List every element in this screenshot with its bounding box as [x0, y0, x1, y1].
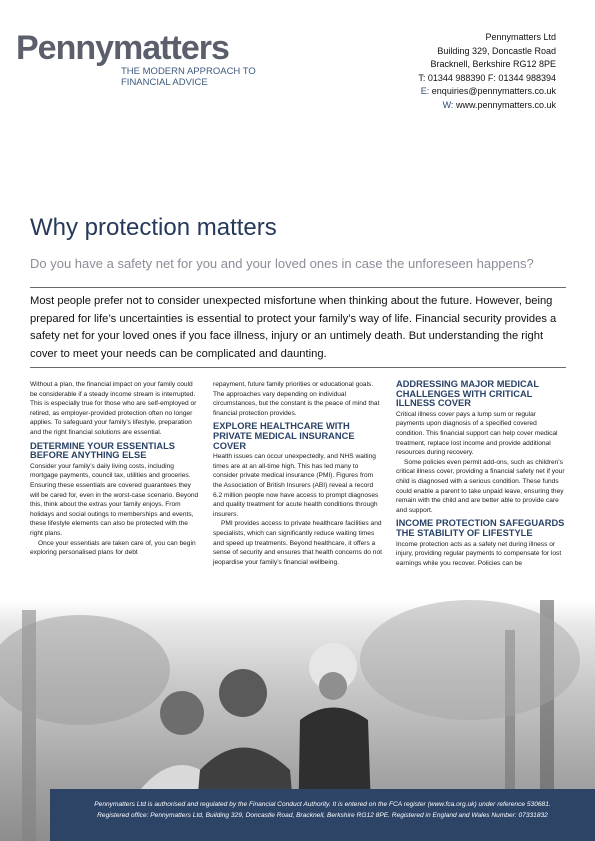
- divider-bottom: [30, 367, 566, 368]
- intro-paragraph: Most people prefer not to consider unexpected misfortune when thinking about the future. However, being prepared for life’s uncertainties is essential to protect your family’s way of life. Financial security provides a safety net for your loved ones if you face illness, injury or an untimely death. But understanding the right cover to meet your needs can be complicated and daunting.: [30, 295, 557, 360]
- web-label: W:: [442, 99, 454, 110]
- logo-tagline-line-2: FINANCIAL ADVICE: [121, 77, 208, 88]
- footer-line-2: Registered office: Pennymatters Ltd, Building 329, Doncastle Road, Bracknell, Berkshire RG12 8PE. Registered in England and Wales Number: 07331832: [97, 812, 548, 819]
- web-link[interactable]: www.pennymatters.co.uk: [455, 99, 556, 110]
- mother-head: [160, 691, 204, 735]
- email-label: E:: [420, 86, 430, 96]
- child-face: [319, 672, 347, 700]
- column-2-paragraph-2: Health issues can occur unexpectedly, and NHS waiting times are at an all-time high. This has led many to consider private medical insurance (PMI). Figures from the Association of British Insurers (ABI) reveal a record 6.2 million people now have access to prompt diagnoses and quality treatment for acute health conditions through insurers.: [213, 453, 379, 518]
- phone-numbers: T: 01344 988390 F: 01344 988394: [418, 72, 556, 83]
- column-2-paragraph-1: repayment, future family priorities or educational goals. The approaches vary depending on individual circumstances, but the constant is the peace of mind that financial protection provides.: [213, 381, 380, 417]
- logo-wordmark: Pennymatters: [16, 29, 229, 67]
- column-3-heading-1: ADDRESSING MAJOR MEDICAL CHALLENGES WITH CRITICAL ILLNESS COVER: [396, 379, 539, 409]
- address-line-1: Building 329, Doncastle Road: [437, 45, 556, 56]
- column-3: [396, 380, 566, 568]
- divider-top: [30, 287, 566, 288]
- page-title: Why protection matters: [30, 214, 277, 241]
- column-2-heading-1: EXPLORE HEALTHCARE WITH PRIVATE MEDICAL INSURANCE COVER: [213, 421, 355, 451]
- page-subtitle: Do you have a safety net for you and your loved ones in case the unforeseen happens?: [30, 256, 534, 271]
- column-3-heading-2: INCOME PROTECTION SAFEGUARDS THE STABILITY OF LIFESTYLE: [396, 518, 565, 538]
- web-row: [418, 99, 556, 113]
- contact-block: [418, 31, 556, 112]
- address-line-2: Bracknell, Berkshire RG12 8PE: [430, 59, 556, 69]
- logo-tagline-line-1: THE MODERN APPROACH TO: [121, 66, 256, 77]
- column-3-paragraph-3: Income protection acts as a safety net during illness or injury, providing regular payments to compensate for lost earnings while you recover. Policies can be: [396, 540, 562, 567]
- email-row: [418, 85, 556, 99]
- column-1-paragraph-1: Without a plan, the financial impact on your family could be considerable if a steady income stream is interrupted. This is especially true for those who are self-employed or retired, as employer-provided protection often no longer applies. To safeguard your family’s lifestyle, preparation and the right financial solutions are essential.: [30, 381, 197, 436]
- column-1-heading-1: DETERMINE YOUR ESSENTIALS BEFORE ANYTHING ELSE: [30, 440, 175, 461]
- company-logo: [16, 30, 256, 88]
- email-link[interactable]: enquiries@pennymatters.co.uk: [431, 86, 556, 96]
- footer-line-1: Pennymatters Ltd is authorised and regulated by the Financial Conduct Authority. It is entered on the FCA register (www.fca.org.uk) under reference 530681.: [94, 801, 551, 808]
- column-2-paragraph-3: PMI provides access to private healthcare facilities and specialists, which can significantly reduce waiting times and speed up treatments. Beyond healthcare, it offers a sense of security and ensures that health concerns do not jeopardise your family’s financial wellbeing.: [213, 520, 382, 566]
- logo-tagline: [121, 66, 256, 88]
- column-1: [30, 380, 200, 558]
- column-3-paragraph-1: Critical illness cover pays a lump sum or regular payments upon diagnosis of a specified covered condition. This financial support can help cover medical treatment, replace lost income and provide additional resources during recovery.: [396, 410, 558, 457]
- company-name: Pennymatters Ltd: [485, 32, 556, 42]
- column-3-paragraph-2: Some policies even permit add-ons, such as children’s critical illness cover, providing a financial safety net if your child is diagnosed with a serious condition. These funds could enable a parent to take unpaid leave, ensuring they remain with the child and are better able to provide care and support.: [396, 458, 565, 514]
- column-1-paragraph-3: Once your essentials are taken care of, you can begin exploring personalised plans for debt: [30, 539, 196, 557]
- column-1-paragraph-2: Consider your family’s daily living costs, including mortgage payments, council tax, utilities and groceries. Ensuring these essentials are covered guarantees they will be cared for, even in the worst-case scenario. Beyond this, think about the extras your family enjoys. From holidays and social outings to memberships and events, these lifestyle elements can also be protected with the right plans.: [30, 462, 199, 537]
- father-head: [219, 669, 267, 717]
- column-2: [213, 380, 383, 567]
- regulatory-footer: [50, 789, 595, 841]
